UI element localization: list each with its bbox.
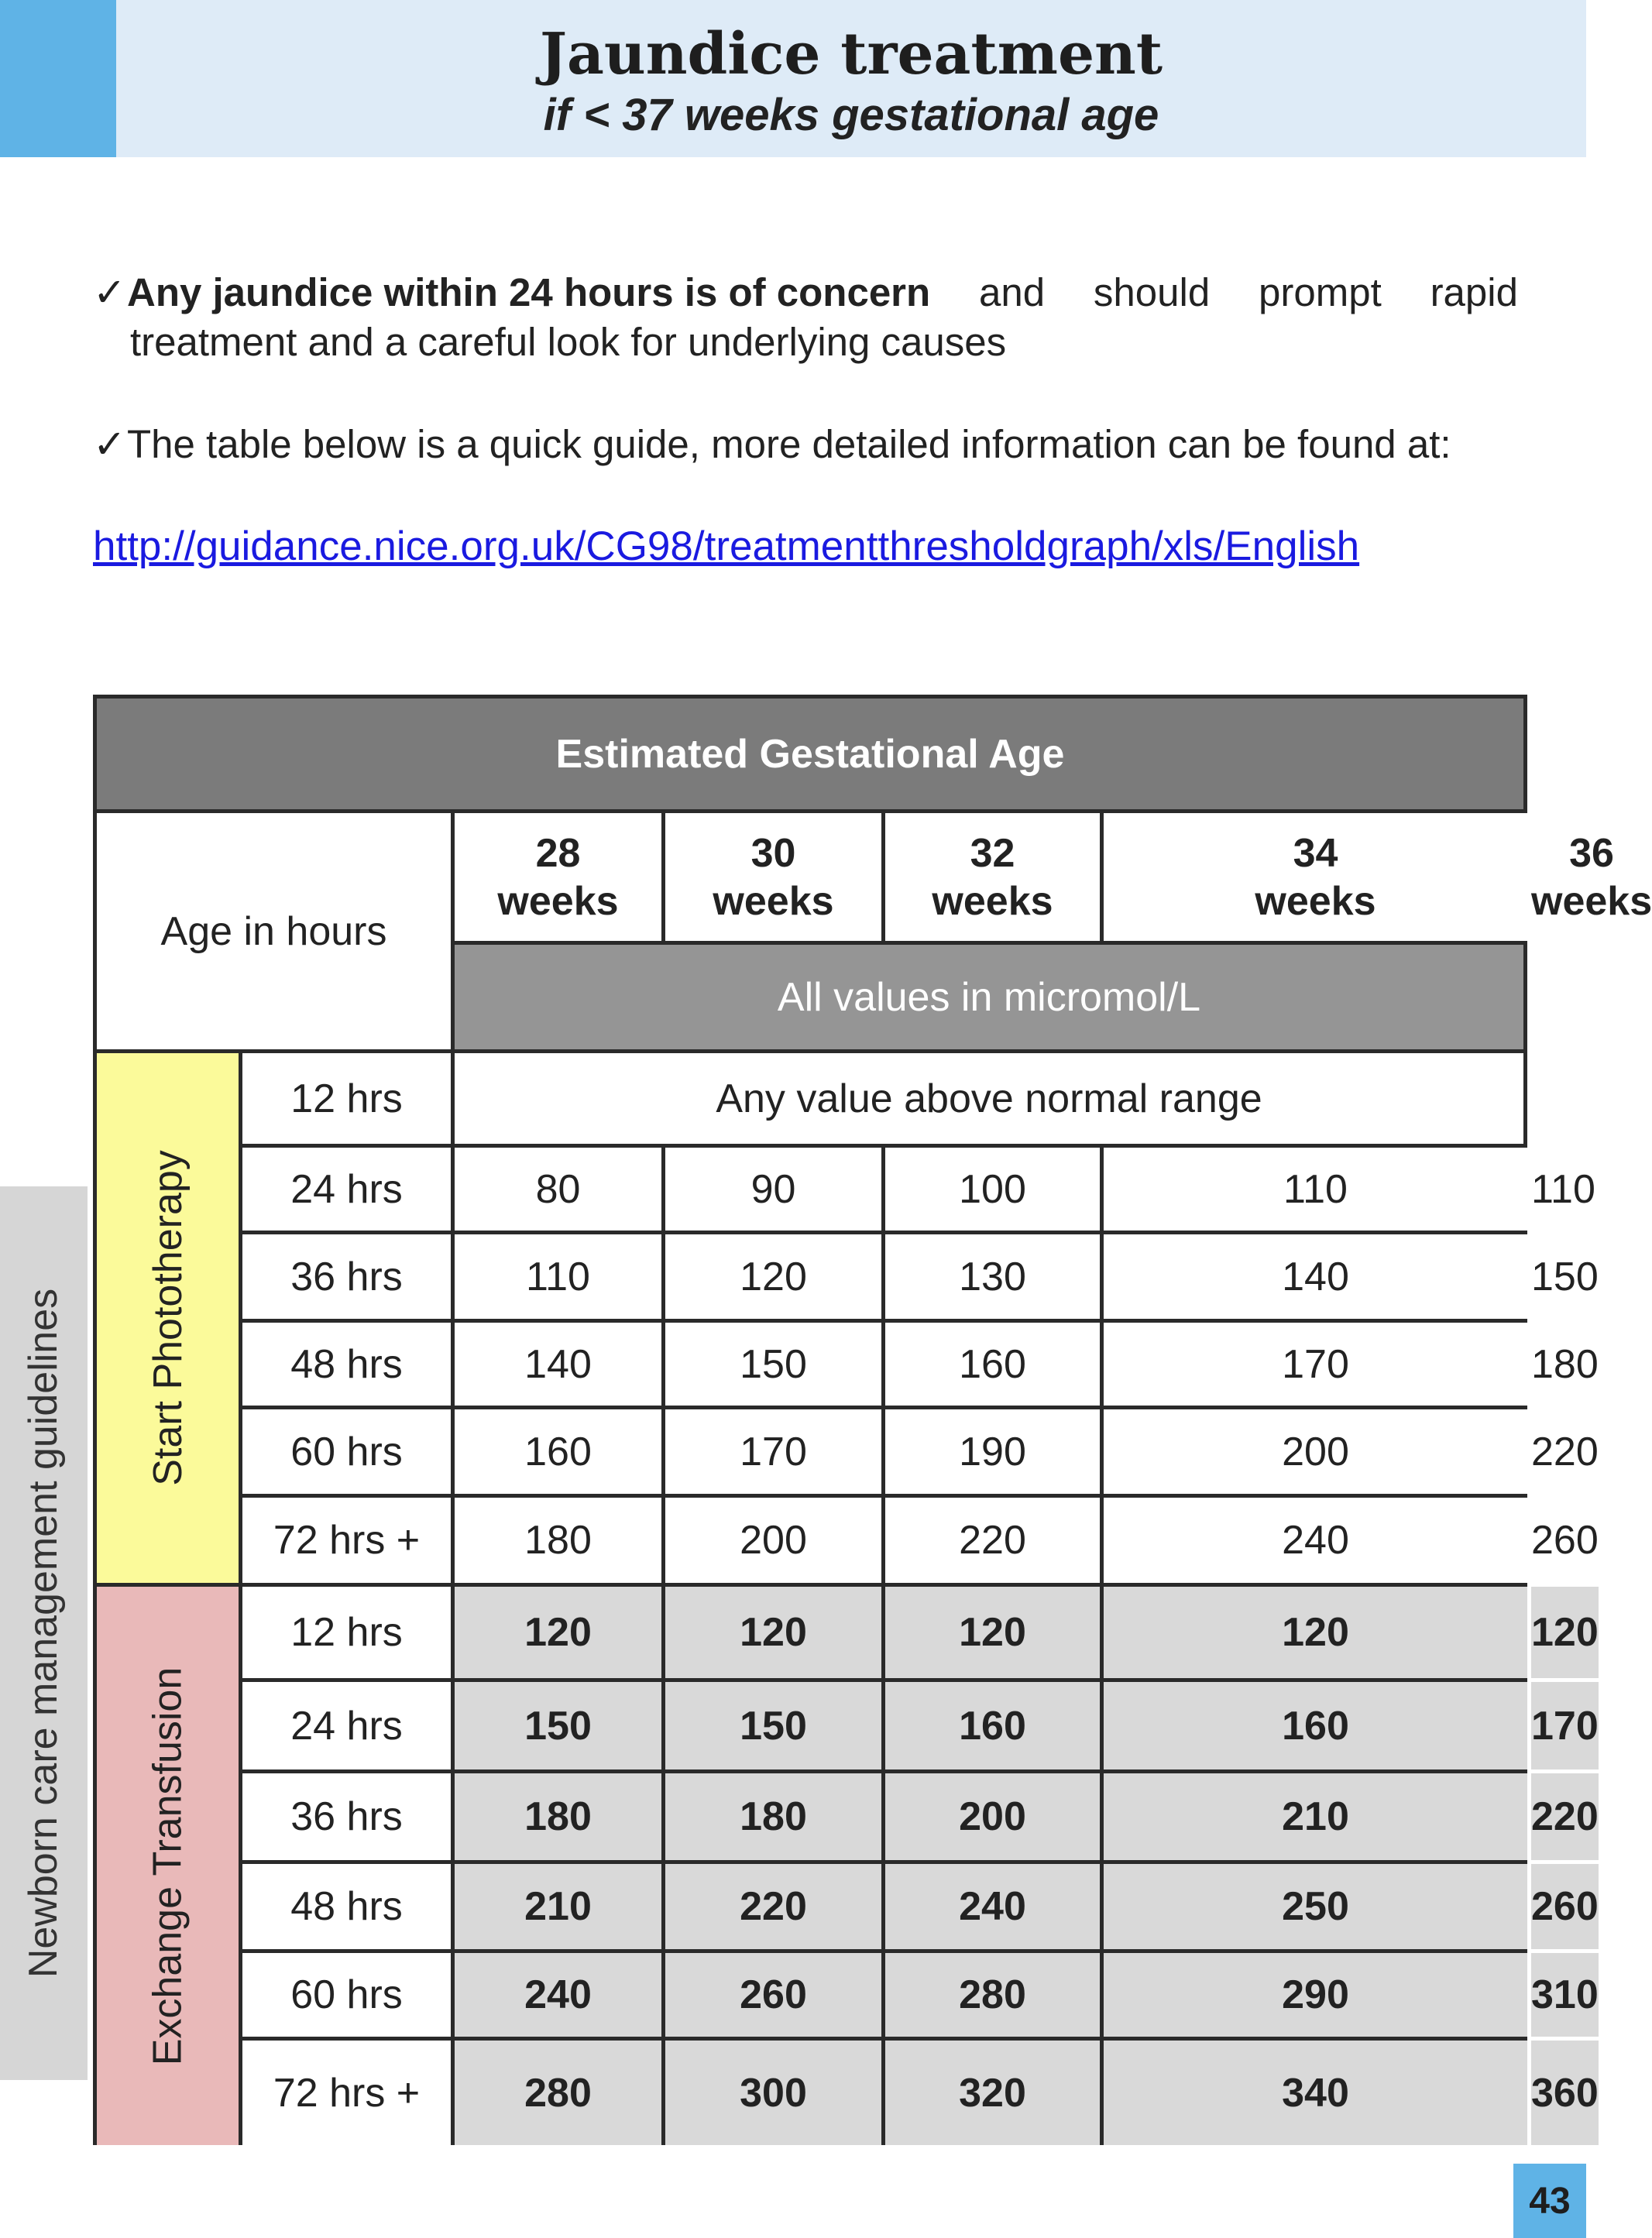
age-hours-cell: 36 hrs	[242, 1234, 451, 1319]
check-icon: ✓	[93, 422, 126, 466]
age-hours-cell: 24 hrs	[242, 1682, 451, 1769]
threshold-value-cell: 200	[885, 1773, 1100, 1860]
threshold-value-cell: 170	[1104, 1323, 1527, 1406]
threshold-value-cell: 210	[1104, 1773, 1527, 1860]
threshold-value-cell: 280	[455, 2041, 661, 2145]
weeks-number: 30	[750, 830, 796, 876]
any-value-above-normal-cell: Any value above normal range	[455, 1053, 1523, 1144]
threshold-value-cell: 220	[885, 1498, 1100, 1583]
threshold-value-cell: 310	[1531, 1953, 1599, 2037]
weeks-number: 34	[1293, 830, 1338, 876]
threshold-value-cell: 240	[885, 1864, 1100, 1949]
bullet-line-1	[93, 268, 1518, 318]
bullet-jaundice-concern	[93, 268, 1518, 367]
gestational-age-column-header	[1531, 813, 1652, 941]
age-hours-cell: 24 hrs	[242, 1148, 451, 1231]
threshold-value-cell: 170	[665, 1409, 881, 1494]
threshold-value-cell: 120	[665, 1234, 881, 1319]
side-tab-label: Newborn care management guidelines	[21, 1288, 66, 1979]
threshold-value-cell: 190	[885, 1409, 1100, 1494]
threshold-value-cell: 160	[1104, 1682, 1527, 1769]
check-icon: ✓	[93, 270, 126, 314]
threshold-value-cell: 320	[885, 2041, 1100, 2145]
treatment-group-label: Start Phototherapy	[145, 1150, 191, 1486]
weeks-number: 36	[1569, 830, 1614, 876]
age-hours-cell: 60 hrs	[242, 1409, 451, 1494]
threshold-value-cell: 90	[665, 1148, 881, 1231]
weeks-unit: weeks	[1255, 878, 1376, 924]
threshold-value-cell: 360	[1531, 2041, 1599, 2145]
treatment-group-label: Exchange Transfusion	[145, 1666, 191, 2065]
page-title: Jaundice treatment	[539, 21, 1163, 88]
threshold-value-cell: 150	[665, 1323, 881, 1406]
threshold-value-cell: 130	[885, 1234, 1100, 1319]
age-hours-cell: 72 hrs +	[242, 2041, 451, 2145]
threshold-value-cell: 250	[1104, 1864, 1527, 1949]
weeks-number: 28	[535, 830, 581, 876]
bullet-table-guide	[93, 420, 1564, 469]
threshold-value-cell: 170	[1531, 1682, 1599, 1769]
threshold-value-cell: 120	[1104, 1587, 1527, 1678]
bullet-line-2: treatment and a careful look for underlying causes	[130, 320, 1007, 364]
threshold-value-cell: 180	[455, 1498, 661, 1583]
age-hours-cell: 36 hrs	[242, 1773, 451, 1860]
age-hours-cell: 48 hrs	[242, 1323, 451, 1406]
threshold-value-cell: 240	[1104, 1498, 1527, 1583]
bullet-word: should	[1093, 270, 1211, 314]
threshold-value-cell: 200	[665, 1498, 881, 1583]
bullet-word: rapid	[1430, 270, 1518, 314]
threshold-value-cell: 220	[665, 1864, 881, 1949]
bullet-bold-text: Any jaundice within 24 hours is of concern	[127, 270, 931, 314]
threshold-value-cell: 260	[1531, 1498, 1599, 1583]
threshold-value-cell: 120	[1531, 1587, 1599, 1678]
threshold-value-cell: 210	[455, 1864, 661, 1949]
threshold-value-cell: 150	[665, 1682, 881, 1769]
threshold-value-cell: 110	[1104, 1148, 1527, 1231]
threshold-value-cell: 110	[1531, 1148, 1595, 1231]
threshold-value-cell: 120	[665, 1587, 881, 1678]
gestational-age-column-header	[885, 813, 1100, 941]
units-note: All values in micromol/L	[455, 945, 1523, 1049]
threshold-value-cell: 140	[455, 1323, 661, 1406]
threshold-value-cell: 110	[455, 1234, 661, 1319]
exchange-transfusion-group	[97, 1587, 239, 2145]
weeks-unit: weeks	[1531, 878, 1652, 924]
threshold-value-cell: 290	[1104, 1953, 1527, 2037]
weeks-unit: weeks	[497, 878, 619, 924]
threshold-value-cell: 160	[885, 1323, 1100, 1406]
threshold-value-cell: 100	[885, 1148, 1100, 1231]
threshold-value-cell: 180	[455, 1773, 661, 1860]
threshold-value-cell: 280	[885, 1953, 1100, 2037]
age-in-hours-header: Age in hours	[97, 813, 451, 1049]
age-hours-cell: 12 hrs	[242, 1053, 451, 1144]
bullet-lead	[93, 268, 930, 318]
bullet-word: and	[979, 270, 1046, 314]
threshold-value-cell: 220	[1531, 1409, 1599, 1494]
gestational-age-column-header	[1104, 813, 1527, 941]
threshold-value-cell: 140	[1104, 1234, 1527, 1319]
page-number: 43	[1513, 2164, 1586, 2238]
jaundice-threshold-table	[93, 695, 1652, 2145]
table-title: Estimated Gestational Age	[97, 699, 1523, 809]
age-hours-cell: 72 hrs +	[242, 1498, 451, 1583]
threshold-value-cell: 260	[665, 1953, 881, 2037]
threshold-value-cell: 340	[1104, 2041, 1527, 2145]
page-subtitle: if < 37 weeks gestational age	[543, 90, 1159, 140]
age-hours-cell: 60 hrs	[242, 1953, 451, 2037]
age-hours-cell: 48 hrs	[242, 1864, 451, 1949]
weeks-unit: weeks	[932, 878, 1053, 924]
threshold-value-cell: 150	[455, 1682, 661, 1769]
nice-guidance-link[interactable]: http://guidance.nice.org.uk/CG98/treatmentthresholdgraph/xls/English	[93, 523, 1360, 569]
threshold-value-cell: 180	[665, 1773, 881, 1860]
threshold-value-cell: 180	[1531, 1323, 1599, 1406]
header-accent-bar	[0, 0, 116, 157]
threshold-value-cell: 200	[1104, 1409, 1527, 1494]
start-phototherapy-group	[97, 1053, 239, 1583]
threshold-value-cell: 120	[885, 1587, 1100, 1678]
threshold-value-cell: 160	[885, 1682, 1100, 1769]
side-tab	[0, 1186, 88, 2080]
threshold-value-cell: 150	[1531, 1234, 1599, 1319]
threshold-value-cell: 80	[455, 1148, 661, 1231]
weeks-unit: weeks	[713, 878, 834, 924]
bullet-word: prompt	[1259, 270, 1382, 314]
bullet-text: The table below is a quick guide, more detailed information can be found at:	[127, 422, 1451, 466]
threshold-value-cell: 220	[1531, 1773, 1599, 1860]
threshold-value-cell: 260	[1531, 1864, 1599, 1949]
threshold-value-cell: 160	[455, 1409, 661, 1494]
page-header	[0, 0, 1586, 157]
threshold-value-cell: 300	[665, 2041, 881, 2145]
weeks-number: 32	[970, 830, 1015, 876]
gestational-age-column-header	[665, 813, 881, 941]
age-hours-cell: 12 hrs	[242, 1587, 451, 1678]
gestational-age-column-header	[455, 813, 661, 941]
threshold-value-cell: 240	[455, 1953, 661, 2037]
threshold-value-cell: 120	[455, 1587, 661, 1678]
